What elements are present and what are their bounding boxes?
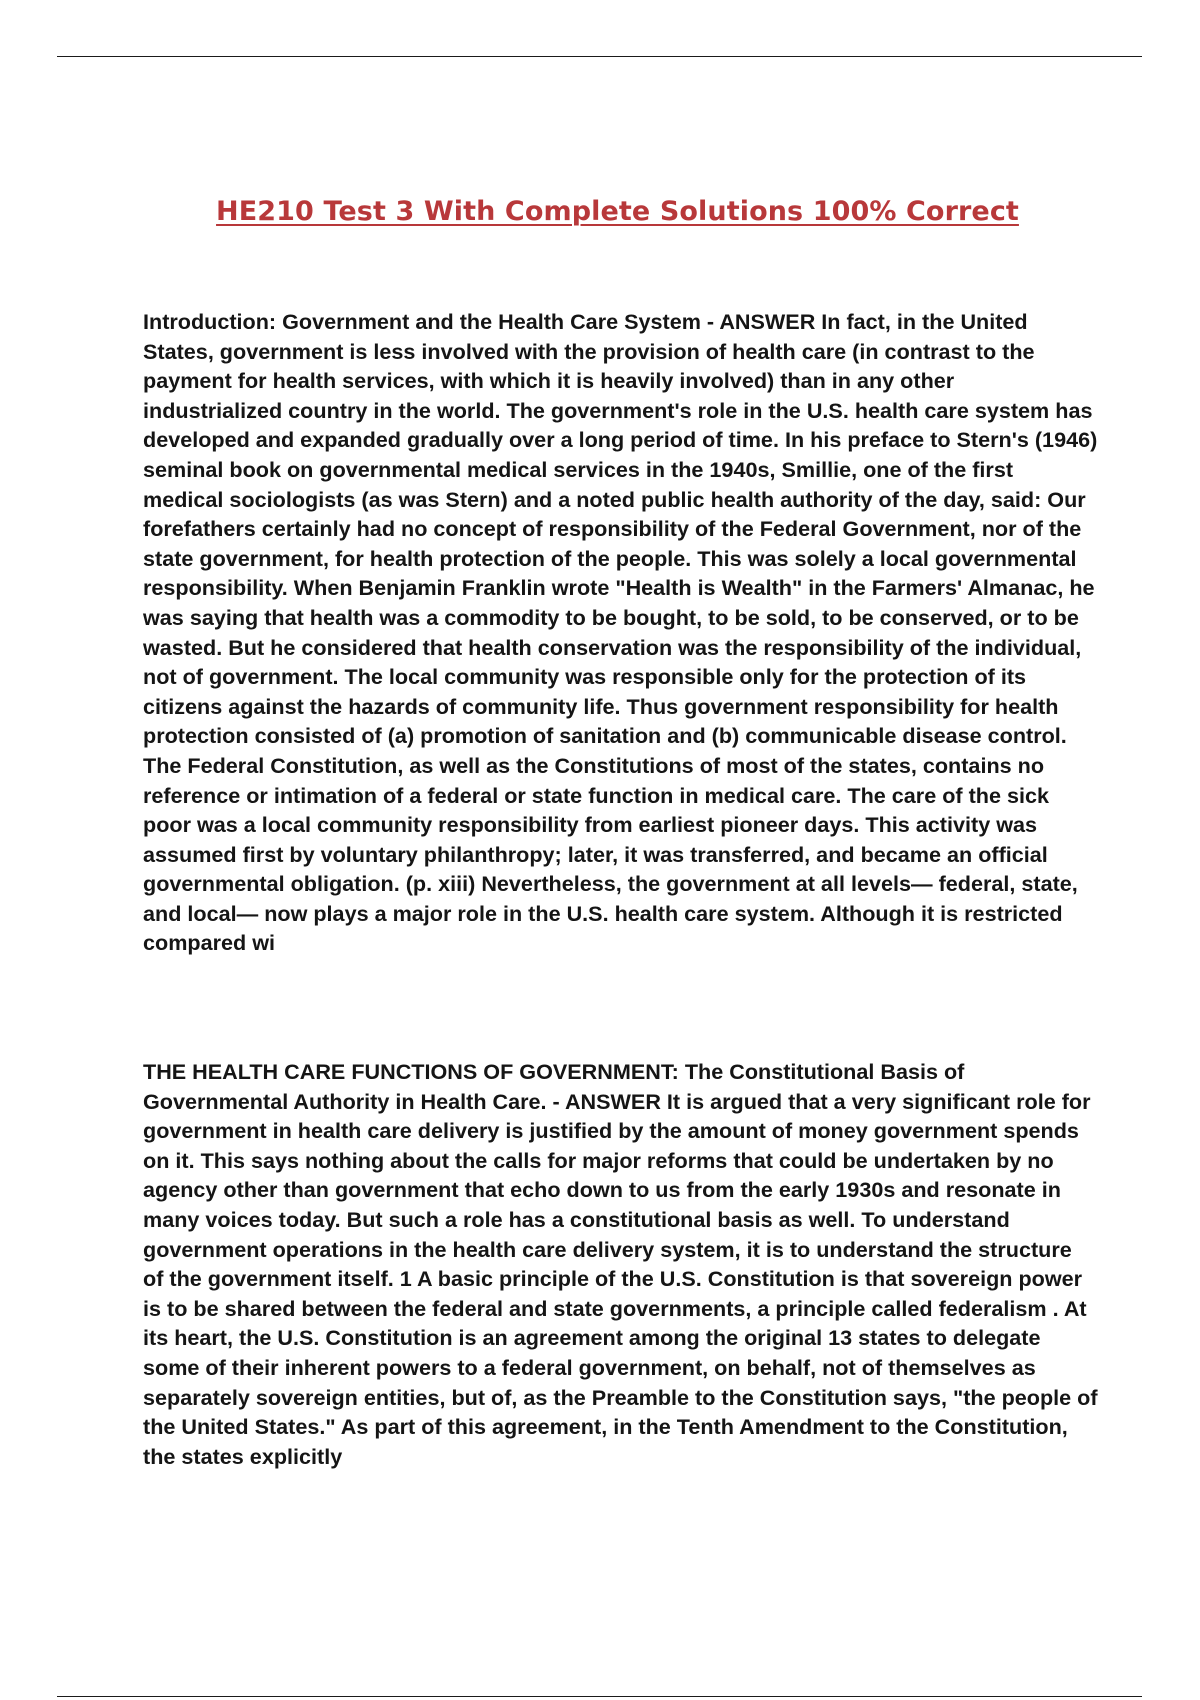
document-title: HE210 Test 3 With Complete Solutions 100% Correct	[216, 196, 1019, 227]
qa-entry-introduction	[143, 307, 1098, 958]
entry-text: Introduction: Government and the Health Care System - ANSWER In fact, in the United States, government is less involved with the provision of health care (in contrast to the payment for health services, with which it is heavily involved) than in any other industrialized country in the world. The government's role in the U.S. health care system has developed and expanded gradually over a long period of time. In his preface to Stern's (1946) seminal book on governmental medical services in the 1940s, Smillie, one of the first medical sociologists (as was Stern) and a noted public health authority of the day, said: Our forefathers certainly had no concept of responsibility of the Federal Government, nor of the state government, for health protection of the people. This was solely a local governmental responsibility. When Benjamin Franklin wrote "Health is Wealth" in the Farmers' Almanac, he was saying that health was a commodity to be bought, to be sold, to be conserved, or to be wasted. But he considered that health conservation was the responsibility of the individual, not of government. The local community was responsible only for the protection of its citizens against the hazards of community life. Thus government responsibility for health protection consisted of (a) promotion of sanitation and (b) communicable disease control. The Federal Constitution, as well as the Constitutions of most of the states, contains no reference or intimation of a federal or state function in medical care. The care of the sick poor was a local community responsibility from earliest pioneer days. This activity was assumed first by voluntary philanthropy; later, it was transferred, and became an official governmental obligation. (p. xiii) Nevertheless, the government at all levels— federal, state, and local— now plays a major role in the U.S. health care system. Although it is restricted compared wi	[143, 309, 1098, 956]
qa-entry-health-care-functions	[143, 1057, 1098, 1471]
header-rule	[57, 56, 1142, 57]
entry-text: THE HEALTH CARE FUNCTIONS OF GOVERNMENT: The Constitutional Basis of Governmental Authority in Health Care. - ANSWER It is argued that a very significant role for government in health care delivery is justified by the amount of money government spends on it. This says nothing about the calls for major reforms that could be undertaken by no agency other than government that echo down to us from the early 1930s and resonate in many voices today. But such a role has a constitutional basis as well. To understand government operations in the health care delivery system, it is to understand the structure of the government itself. 1 A basic principle of the U.S. Constitution is that sovereign power is to be shared between the federal and state governments, a principle called federalism . At its heart, the U.S. Constitution is an agreement among the original 13 states to delegate some of their inherent powers to a federal government, on behalf, not of themselves as separately sovereign entities, but of, as the Preamble to the Constitution says, "the people of the United States." As part of this agreement, in the Tenth Amendment to the Constitution, the states explicitly	[143, 1059, 1098, 1469]
footer-rule	[57, 1696, 1142, 1697]
